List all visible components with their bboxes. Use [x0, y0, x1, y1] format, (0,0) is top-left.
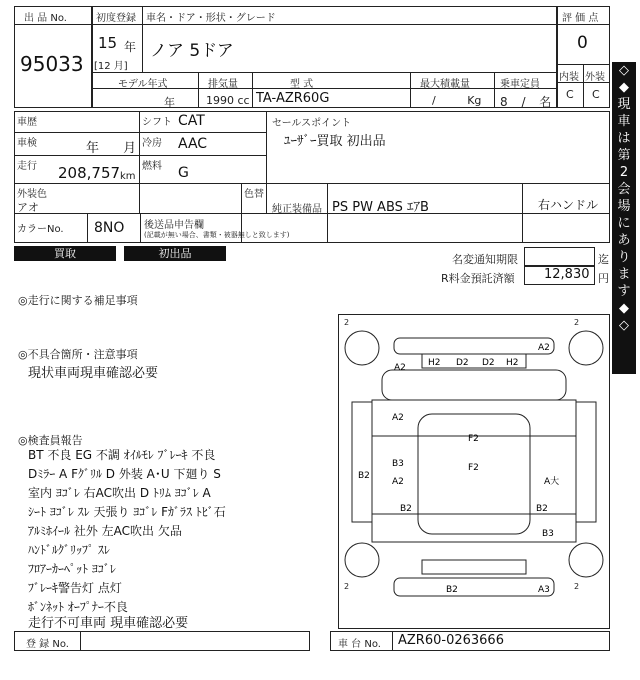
- banner-char: ◇: [619, 63, 629, 78]
- banner-char: ◆: [619, 301, 629, 316]
- equipment-label: 純正装備品: [272, 204, 322, 215]
- first-reg-year: 15: [98, 34, 118, 52]
- wheel-rear-right: [569, 543, 603, 577]
- damage-mark: A2: [392, 477, 404, 487]
- ac-label: 冷房: [142, 138, 162, 149]
- score-value: 0: [577, 33, 588, 53]
- color-no-value: 8NO: [94, 220, 125, 236]
- inspector-line: BT 不良 EG 不調 ｵｲﾙﾓﾚ ﾌﾞﾚｰｷ 不良: [28, 448, 216, 462]
- inspection-value: 年 月: [86, 141, 137, 156]
- banner-char: 会: [617, 182, 631, 197]
- car-name: ノア 5ドア: [150, 41, 234, 61]
- sales-point-label: セールスポイント: [272, 118, 352, 129]
- side-banner: [612, 62, 636, 374]
- model-year-unit: 年: [164, 96, 175, 109]
- fuel-value: G: [178, 165, 189, 181]
- inspection-label: 車検: [17, 138, 37, 149]
- damage-mark: H2: [506, 358, 519, 368]
- registration-label: 登 録 No.: [26, 639, 69, 650]
- damage-mark: B2: [536, 504, 548, 514]
- inspector-line: 走行不可車両 現車確認必要: [28, 616, 189, 631]
- model-year-label: モデル年式: [118, 79, 168, 90]
- right-doors: [530, 436, 576, 514]
- wheel-count-fr: 2: [574, 318, 580, 327]
- exterior-label: 外装: [585, 72, 605, 83]
- mileage-value: 208,757: [58, 164, 121, 182]
- model-label: 型 式: [290, 79, 314, 90]
- wheel-count-rl: 2: [344, 582, 350, 591]
- exterior-color-label: 外装色: [17, 189, 47, 200]
- max-load-value: / Kg: [432, 94, 482, 107]
- damage-mark: B3: [542, 529, 554, 539]
- interior-grade: C: [566, 88, 574, 101]
- color-no-label: カラーNo.: [17, 224, 64, 235]
- equipment-value: PS PW ABS ｴｱB: [332, 200, 429, 215]
- damage-mark: A2: [392, 413, 404, 423]
- mileage-unit: km: [120, 171, 136, 182]
- wheel-count-fl: 2: [344, 318, 350, 327]
- exterior-color-value: アオ: [17, 201, 39, 214]
- wheel-count-rr: 2: [574, 582, 580, 591]
- roof: [418, 414, 530, 534]
- shift-value: CAT: [178, 113, 205, 129]
- damage-mark: H2: [428, 358, 441, 368]
- running-notes-heading: ◎走行に関する補足事項: [18, 294, 138, 307]
- defects-line: 現状車両現車確認必要: [28, 366, 159, 381]
- aftermarket-note: (記載が無い場合、書類・被器無しと致します): [144, 231, 290, 239]
- lot-label: 出 品 No.: [24, 13, 67, 24]
- damage-mark: A2: [538, 343, 550, 353]
- windshield-area: [382, 370, 566, 400]
- banner-char: 現: [617, 97, 631, 112]
- inspector-heading: ◎検査員報告: [18, 434, 83, 447]
- left-rear-side: [352, 402, 372, 522]
- inspector-line: ﾌﾛｱｰｶｰﾍﾟｯﾄ ﾖｺﾞﾚ: [28, 562, 116, 576]
- damage-mark: A3: [538, 585, 550, 595]
- damage-mark: D2: [482, 358, 495, 368]
- history-label: 車歴: [17, 117, 37, 128]
- model-value: TA-AZR60G: [256, 91, 330, 106]
- car-name-label: 車名・ドア・形状・グレード: [146, 13, 276, 24]
- lot-number: 95033: [20, 52, 84, 76]
- meter-deadline-unit: 迄: [598, 253, 609, 266]
- rear-window: [422, 560, 526, 574]
- buyback-badge: 買取: [14, 246, 116, 261]
- inspector-line: Dﾐﾗｰ A Fｸﾞﾘﾙ D 外装 A･U 下廻り S: [28, 467, 221, 481]
- shift-label: シフト: [142, 117, 172, 128]
- damage-mark: B3: [392, 459, 404, 469]
- inspector-line: ｼｰﾄ ﾖｺﾞﾚ ｽﾚ 天張り ﾖｺﾞﾚ Fｶﾞﾗｽ ﾄﾋﾞ石: [28, 505, 226, 519]
- vehicle-damage-diagram: [338, 314, 610, 629]
- displacement-value: 1990 cc: [206, 94, 250, 107]
- first-listing-badge: 初出品: [124, 246, 226, 261]
- banner-char: は: [617, 131, 631, 146]
- first-reg-label: 初度登録: [96, 13, 136, 24]
- inspector-line: ﾊﾝﾄﾞﾙｸﾞﾘｯﾌﾟ ｽﾚ: [28, 543, 110, 557]
- capacity-value: 8 / 名: [500, 95, 552, 109]
- banner-char: に: [617, 216, 631, 231]
- ac-value: AAC: [178, 136, 208, 152]
- banner-char: り: [617, 250, 631, 265]
- wheel-front-right: [569, 331, 603, 365]
- aftermarket-label: 後送品申告欄: [144, 220, 204, 231]
- repaint-label: 色替: [244, 189, 264, 200]
- damage-mark: A大: [544, 477, 560, 487]
- banner-char: あ: [617, 233, 631, 248]
- banner-char: ◇: [619, 318, 629, 333]
- banner-char: す: [617, 284, 631, 299]
- interior-label: 内装: [559, 72, 579, 83]
- left-doors: [372, 436, 418, 514]
- banner-char: ま: [617, 267, 631, 282]
- right-rear-side: [576, 402, 596, 522]
- chassis-number: AZR60-0263666: [398, 633, 504, 648]
- banner-char: 場: [617, 199, 631, 214]
- wheel-front-left: [345, 331, 379, 365]
- front-bumper: [394, 338, 554, 354]
- damage-mark: B2: [400, 504, 412, 514]
- damage-mark: B2: [446, 585, 458, 595]
- first-reg-month: [12 月]: [94, 61, 128, 72]
- rear-bumper: [394, 578, 554, 596]
- wheel-rear-left: [345, 543, 379, 577]
- defects-heading: ◎不具合箇所・注意事項: [18, 348, 138, 361]
- first-reg-year-unit: 年: [124, 40, 137, 54]
- recycle-fee-value: 12,830: [544, 267, 590, 282]
- meter-deadline-box: [524, 247, 595, 266]
- chassis-label: 車 台 No.: [338, 639, 381, 650]
- inspector-line: 室内 ﾖｺﾞﾚ 右AC吹出 D ﾄﾘﾑ ﾖｺﾞﾚ A: [28, 486, 211, 500]
- recycle-fee-unit: 円: [598, 272, 609, 285]
- meter-deadline-label: 名変通知期限: [452, 253, 518, 266]
- exterior-grade: C: [592, 88, 600, 101]
- inspector-line: ﾌﾞﾚｰｷ警告灯 点灯: [28, 581, 122, 595]
- capacity-label: 乗車定員: [500, 79, 540, 90]
- banner-char: 2: [619, 165, 629, 180]
- displacement-label: 排気量: [208, 79, 238, 90]
- score-label: 評 価 点: [562, 13, 599, 24]
- mileage-label: 走行: [17, 161, 37, 172]
- fuel-label: 燃料: [142, 161, 162, 172]
- sales-point-value: ﾕｰｻﾞｰ買取 初出品: [284, 134, 386, 149]
- damage-mark: A2: [394, 363, 406, 373]
- damage-mark: B2: [358, 471, 370, 481]
- banner-char: 第: [617, 148, 631, 163]
- damage-mark: F2: [468, 463, 479, 473]
- damage-mark: F2: [468, 434, 479, 444]
- max-load-label: 最大積載量: [420, 79, 470, 90]
- damage-mark: D2: [456, 358, 469, 368]
- inspector-line: ﾎﾞﾝﾈｯﾄ ｵｰﾌﾟﾅｰ不良: [28, 600, 128, 614]
- recycle-fee-label: R料金預託済額: [441, 272, 515, 285]
- banner-char: 車: [617, 114, 631, 129]
- inspector-line: ｱﾙﾐﾎｲｰﾙ 社外 左AC吹出 欠品: [28, 524, 182, 538]
- steering-value: 右ハンドル: [538, 198, 599, 212]
- banner-char: ◆: [619, 80, 629, 95]
